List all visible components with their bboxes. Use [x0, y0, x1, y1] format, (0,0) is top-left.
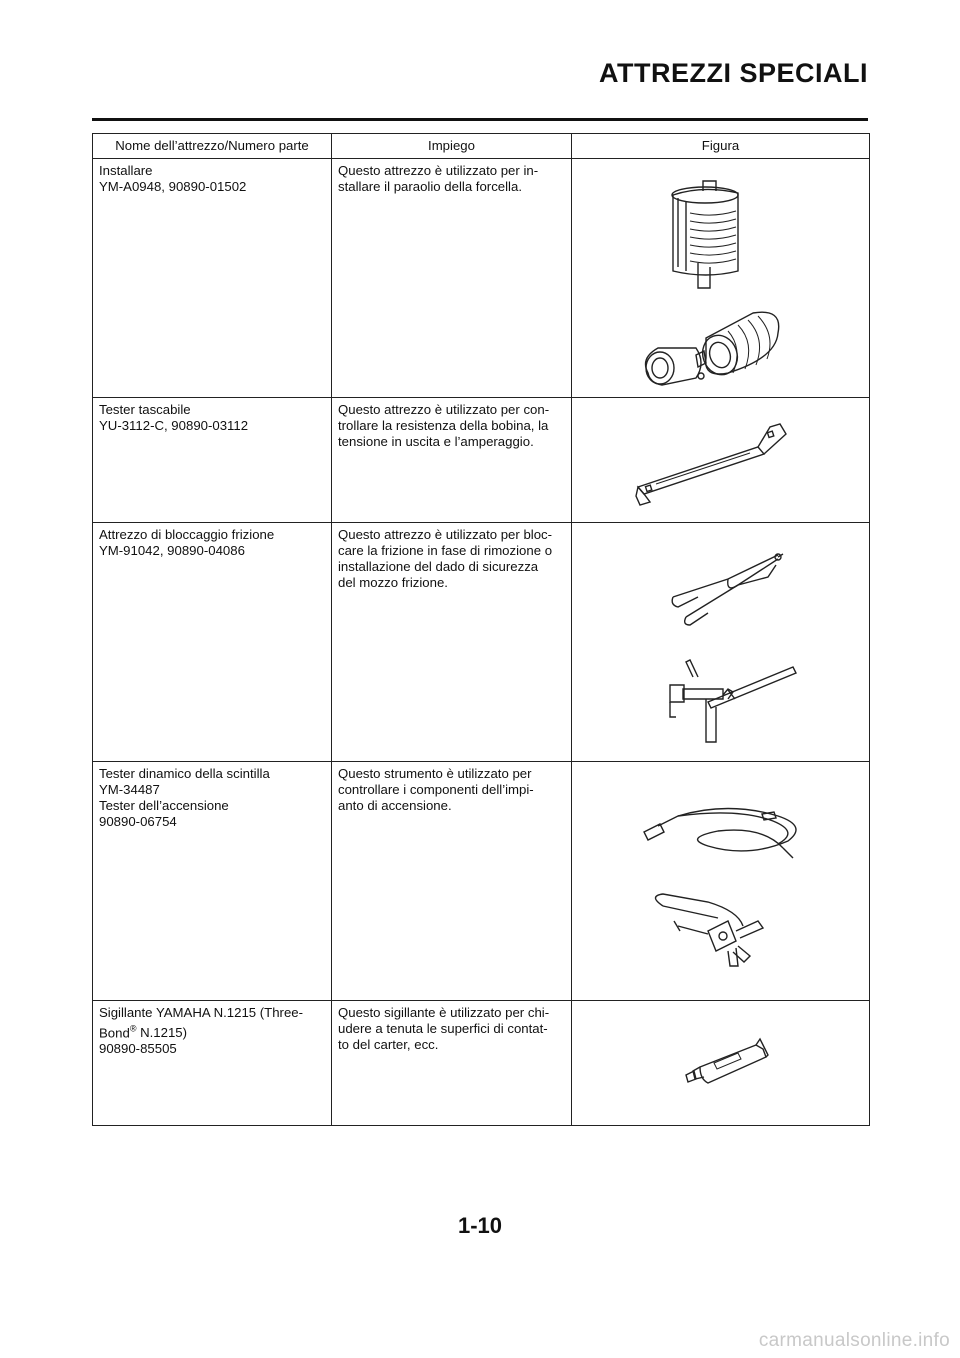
- part-number: 90890-06754: [99, 814, 177, 829]
- registered-mark: ®: [129, 1024, 137, 1034]
- figure-cell: [572, 523, 870, 762]
- part-number: YU-3112-C, 90890-03112: [99, 418, 249, 433]
- usage-line: udere a tenuta le superfici di contat-: [338, 1021, 548, 1036]
- table-row: [93, 523, 870, 762]
- fork-seal-installer-illustration: [578, 163, 870, 393]
- usage-cell: [332, 159, 572, 398]
- usage-line: Questo attrezzo è utilizzato per con-: [338, 402, 550, 417]
- part-number: 90890-85505: [99, 1041, 177, 1057]
- tool-name-cell: [93, 398, 332, 523]
- table-row: [93, 762, 870, 1001]
- tool-name: [99, 1021, 325, 1041]
- tool-name: Tester tascabile: [99, 402, 191, 417]
- figure-cell: [572, 1001, 870, 1126]
- usage-line: del mozzo frizione.: [338, 575, 448, 590]
- table-row: [93, 159, 870, 398]
- part-number: YM-A0948, 90890-01502: [99, 179, 247, 194]
- usage-line: Questo sigillante è utilizzato per chi-: [338, 1005, 550, 1020]
- registered-mark-text: ® N.1215): [129, 1024, 188, 1041]
- figure-cell: [572, 159, 870, 398]
- usage-line: trollare la resistenza della bobina, la: [338, 418, 549, 433]
- figure-cell: [572, 398, 870, 523]
- usage-line: to del carter, ecc.: [338, 1037, 439, 1052]
- sealant-tube-illustration: [578, 1005, 870, 1121]
- usage-line: stallare il paraolio della forcella.: [338, 179, 522, 194]
- usage-line: Questo attrezzo è utilizzato per bloc-: [338, 527, 553, 542]
- tool-name: Tester dell’accensione: [99, 798, 229, 813]
- title-rule: [92, 118, 868, 121]
- usage-line: controllare i componenti dell’impi-: [338, 782, 534, 797]
- header-tool-name: Nome dell’attrezzo/Numero parte: [93, 134, 332, 159]
- tool-name: Attrezzo di bloccaggio frizione: [99, 527, 275, 542]
- header-usage: Impiego: [332, 134, 572, 159]
- usage-cell: [332, 762, 572, 1001]
- tool-name-cell: [93, 159, 332, 398]
- page-number: 1-10: [457, 1213, 503, 1238]
- tool-name: [99, 1005, 325, 1021]
- tool-name-cell: [93, 762, 332, 1001]
- page-title: ATTREZZI SPECIALI: [599, 58, 868, 88]
- tool-name-cell: [93, 523, 332, 762]
- usage-line: anto di accensione.: [338, 798, 452, 813]
- usage-line: Questo attrezzo è utilizzato per in-: [338, 163, 539, 178]
- tool-name-text: Sigillante YAMAHA N.1215 (Three-: [99, 1005, 304, 1020]
- clutch-holder-illustration: [578, 527, 870, 757]
- usage-line: care la frizione in fase di rimozione o: [338, 543, 553, 558]
- usage-cell: [332, 523, 572, 762]
- table-header-row: [93, 134, 870, 159]
- usage-line: Questo strumento è utilizzato per: [338, 766, 532, 781]
- usage-cell: [332, 398, 572, 523]
- usage-line: tensione in uscita e l’amperaggio.: [338, 434, 534, 449]
- usage-cell: [332, 1001, 572, 1126]
- spark-tester-illustration: [578, 766, 870, 996]
- header-figure: Figura: [572, 134, 870, 159]
- tool-name: Tester dinamico della scintilla: [99, 766, 270, 781]
- usage-line: installazione del dado di sicurezza: [338, 559, 539, 574]
- figure-cell: [572, 762, 870, 1001]
- pocket-tester-illustration: [578, 402, 870, 518]
- tool-name-cell: [93, 1001, 332, 1126]
- special-tools-table: [92, 133, 870, 1126]
- table-row: [93, 1001, 870, 1126]
- part-number: YM-34487: [99, 782, 160, 797]
- part-number: YM-91042, 90890-04086: [99, 543, 245, 558]
- table-row: [93, 398, 870, 523]
- tool-name-text: Bond: [99, 1025, 130, 1041]
- watermark: carmanualsonline.info: [758, 1330, 950, 1351]
- tool-name: Installare: [99, 163, 153, 178]
